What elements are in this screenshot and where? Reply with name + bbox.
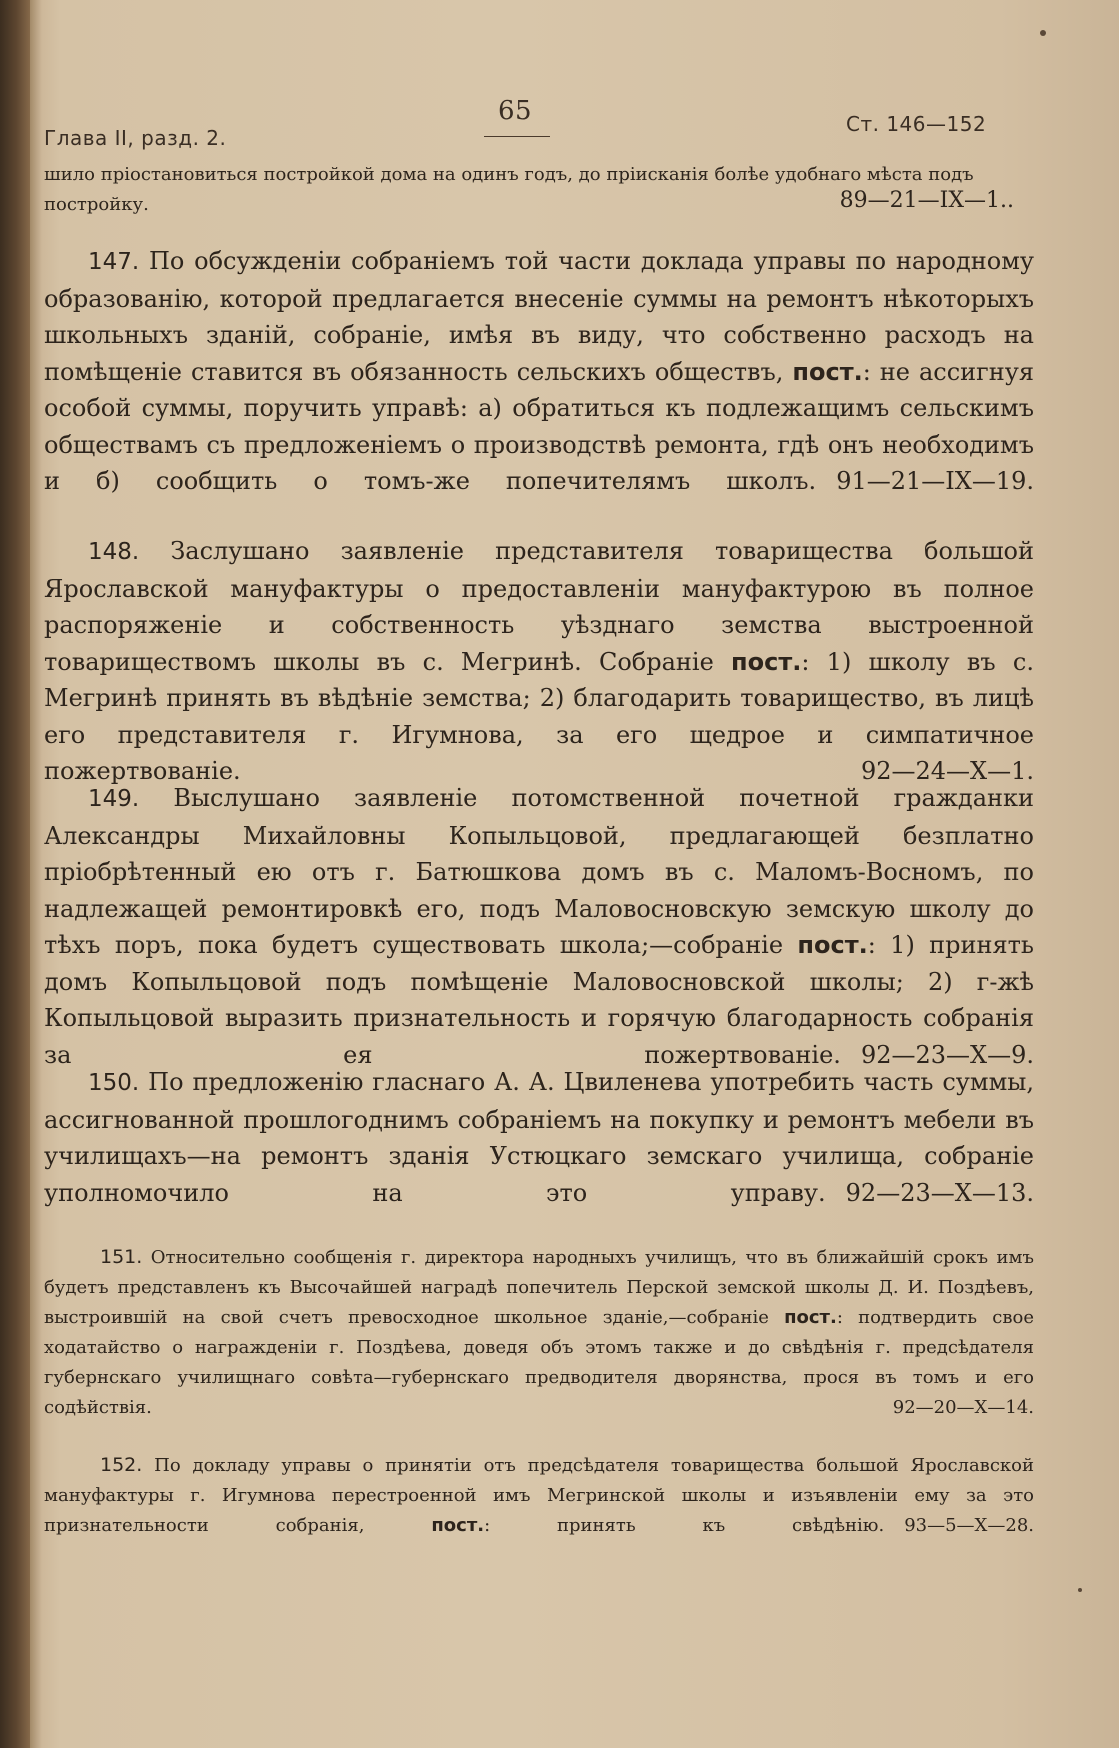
article-reference: 92—23—X—13. — [845, 1178, 1034, 1207]
article-range: Ст. 146—152 — [846, 112, 987, 136]
article-reference: 92—23—X—9. — [860, 1040, 1034, 1069]
paper-speck — [1040, 30, 1046, 36]
chapter-header: Глава II, разд. 2. — [44, 126, 227, 150]
intro-paragraph — [44, 160, 1034, 220]
article-resolution: пост. — [784, 1307, 837, 1328]
article-text: По докладу управы о принятіи отъ предсѣдателя товарищества большой Ярославской мануфактуры г. Игумнова перестроенной имъ Мегринской школы и изъявленіи ему за это признательности собранія, — [44, 1455, 1034, 1536]
book-spine-shadow — [0, 0, 30, 1748]
article-number: 150. — [88, 1070, 140, 1096]
article-text: По обсужденіи собраніемъ той части доклада управы по народному образованію, которой предлагается внесеніе суммы на ремонтъ нѣкоторыхъ школьныхъ зданій, собраніе, имѣя въ виду, что собственно расходъ на помѣщеніе ставится въ обязанность сельскихъ обществъ, — [44, 247, 1034, 386]
intro-text: шило пріостановиться постройкой дома на одинъ годъ, до пріисканія болѣе удобнаго мѣста подъ постройку. — [44, 164, 974, 215]
page-number: 65 — [498, 96, 533, 126]
article-number: 152. — [100, 1454, 143, 1476]
article-number: 148. — [88, 539, 140, 565]
article-text-continued: : не ассигнуя особой суммы, поручить управѣ: а) обратиться къ подлежащимъ сельскимъ обществамъ съ предложеніемъ о производствѣ ремонта, гдѣ онъ необходимъ и б) сообщить о томъ-же попечителямъ школъ. — [44, 357, 1035, 495]
page-number-rule — [484, 136, 550, 137]
intro-reference: 89—21—IX—1.. — [839, 188, 1014, 213]
article-number: 149. — [88, 786, 140, 812]
article-reference: 91—21—IX—19. — [836, 467, 1034, 495]
article-150 — [44, 1064, 1034, 1211]
article-resolution: пост. — [431, 1515, 485, 1536]
article-resolution: пост. — [792, 357, 863, 386]
article-151 — [44, 1242, 1034, 1423]
paper-speck — [1078, 1588, 1082, 1592]
article-text: Заслушано заявленіе представителя товарищества большой Ярославской мануфактуры о предоставленіи мануфактурою въ полное распоряженіе и собственность уѣзднаго земства выстроенной товариществомъ школы въ с. Мегринѣ. Собраніе — [44, 537, 1034, 676]
article-resolution: пост. — [731, 647, 802, 676]
article-152 — [44, 1450, 1034, 1541]
article-text: Выслушано заявленіе потомственной почетной гражданки Александры Михайловны Копыльцовой, предлагающей безплатно пріобрѣтенный ею отъ г. Батюшкова домъ въ с. Маломъ-Восномъ, по надлежащей ремонтировкѣ его, подъ Маловосновскую земскую школу до тѣхъ поръ, пока будетъ существовать школа;—собраніе — [44, 784, 1034, 959]
article-reference: 93—5—X—28. — [904, 1515, 1034, 1536]
article-147 — [44, 243, 1034, 500]
article-text-continued: : принять къ свѣдѣнію. — [484, 1515, 885, 1536]
article-number: 151. — [100, 1246, 143, 1268]
article-text-continued: : подтвердить свое ходатайство о награжденіи г. Поздѣева, доведя объ этомъ также и до свѣдѣнія г. предсѣдателя губернскаго училищнаго совѣта—губернскаго предводителя дворянства, прося въ томъ и его содѣйствія. — [44, 1307, 1034, 1418]
article-text-continued: : 1) принять домъ Копыльцовой подъ помѣщеніе Маловосновской школы; 2) г-жѣ Копыльцовой выразить признательность и горячую благодарность собранія за ея пожертвованіе. — [44, 931, 1034, 1069]
article-number: 147. — [88, 249, 140, 275]
article-reference: 92—24—X—1. — [860, 757, 1034, 785]
article-148 — [44, 533, 1034, 790]
article-text-continued: : 1) школу въ с. Мегринѣ принять въ вѣдѣніе земства; 2) благодарить товарищество, въ лицѣ его представителя г. Игумнова, за его щедрое и симпатичное пожертвованіе. — [44, 647, 1034, 785]
article-resolution: пост. — [797, 931, 868, 959]
article-text: Относительно сообщенія г. директора народныхъ училищъ, что въ ближайшій срокъ имъ будетъ представленъ къ Высочайшей наградѣ попечитель Перской земской школы Д. И. Поздѣевъ, выстроившій на свой счетъ превосходное школьное зданіе,—собраніе — [44, 1247, 1034, 1328]
article-149 — [44, 780, 1034, 1073]
article-reference: 92—20—X—14. — [892, 1397, 1034, 1418]
article-text: По предложенію гласнаго А. А. Цвиленева употребить часть суммы, ассигнованной прошлогоднимъ собраніемъ на покупку и ремонтъ мебели въ училищахъ—на ремонтъ зданія Устюцкаго земскаго училища, собраніе уполномочило на это управу. — [44, 1068, 1034, 1207]
